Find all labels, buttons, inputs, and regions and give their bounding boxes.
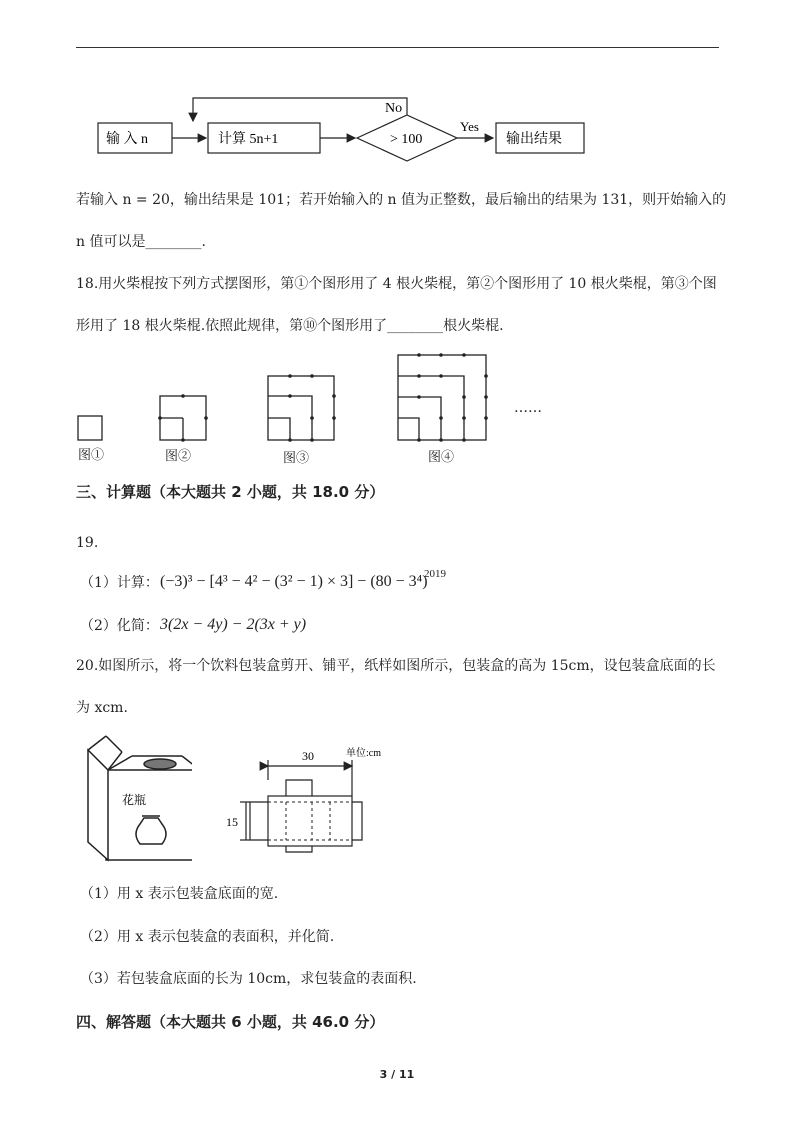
page-number: 3 / 11	[379, 1068, 415, 1081]
q18-line1: 18.用火柴棍按下列方式摆图形，第①个图形用了 4 根火柴棍，第②个图形用了 10 根火柴棍，第③个图	[76, 276, 717, 292]
net-unit-label: 单位:cm	[346, 748, 381, 759]
matchstick-figures	[70, 350, 570, 470]
net-width-label: 30	[302, 749, 314, 763]
q18-line2: 形用了 18 根火柴棍.依照此规律，第⑩个图形用了________根火柴棍.	[76, 318, 504, 334]
caption-fig2: 图②	[165, 449, 192, 464]
header-rule	[76, 47, 719, 48]
box-label: 花瓶	[122, 793, 147, 807]
compute-text: 计算 5n+1	[218, 132, 279, 147]
section4-heading: 四、解答题（本大题共 6 小题，共 46.0 分）	[76, 1013, 385, 1031]
condition-text: > 100	[390, 132, 423, 147]
net-diagram	[222, 740, 392, 855]
q20-sub2: （2）用 x 表示包装盒的表面积，并化简.	[80, 929, 335, 945]
q20-line1: 20.如图所示，将一个饮料包装盒剪开、铺平，纸样如图所示，包装盒的高为 15cm，设包装盒底面的长	[76, 658, 716, 674]
figures-ellipsis: ……	[514, 400, 542, 416]
q19-part2-label: （2）化简：	[80, 618, 159, 634]
q19-part2-expr: 3(2x − 4y) − 2(3x + y)	[160, 616, 307, 633]
q19-number: 19.	[76, 535, 99, 551]
q17-line1: 若输入 n = 20，输出结果是 101；若开始输入的 n 值为正整数，最后输出的结果为 131，则开始输入的	[76, 192, 727, 208]
net-height-label: 15	[226, 815, 238, 829]
output-text: 输出结果	[506, 132, 562, 147]
input-text: 输 入 n	[106, 132, 148, 147]
caption-fig3: 图③	[283, 451, 310, 466]
q17-line2: n 值可以是________.	[76, 234, 206, 250]
caption-fig1: 图①	[78, 448, 105, 463]
caption-fig4: 图④	[428, 450, 455, 465]
q19-part1-label: （1）计算：	[80, 575, 159, 591]
q20-sub1: （1）用 x 表示包装盒底面的宽.	[80, 886, 279, 902]
q19-part1-exponent: 2019	[424, 568, 446, 580]
box-illustration	[82, 730, 192, 870]
q20-line2: 为 xcm.	[76, 700, 128, 716]
no-label: No	[385, 101, 403, 116]
section3-heading: 三、计算题（本大题共 2 小题，共 18.0 分）	[76, 483, 385, 501]
q20-sub3: （3）若包装盒底面的长为 10cm，求包装盒的表面积.	[80, 971, 417, 987]
q19-part1-expr: (−3)³ − [4³ − 4² − (3² − 1) × 3] − (80 − 3⁴)	[160, 573, 428, 590]
flowchart	[90, 92, 600, 162]
yes-label: Yes	[460, 119, 479, 134]
